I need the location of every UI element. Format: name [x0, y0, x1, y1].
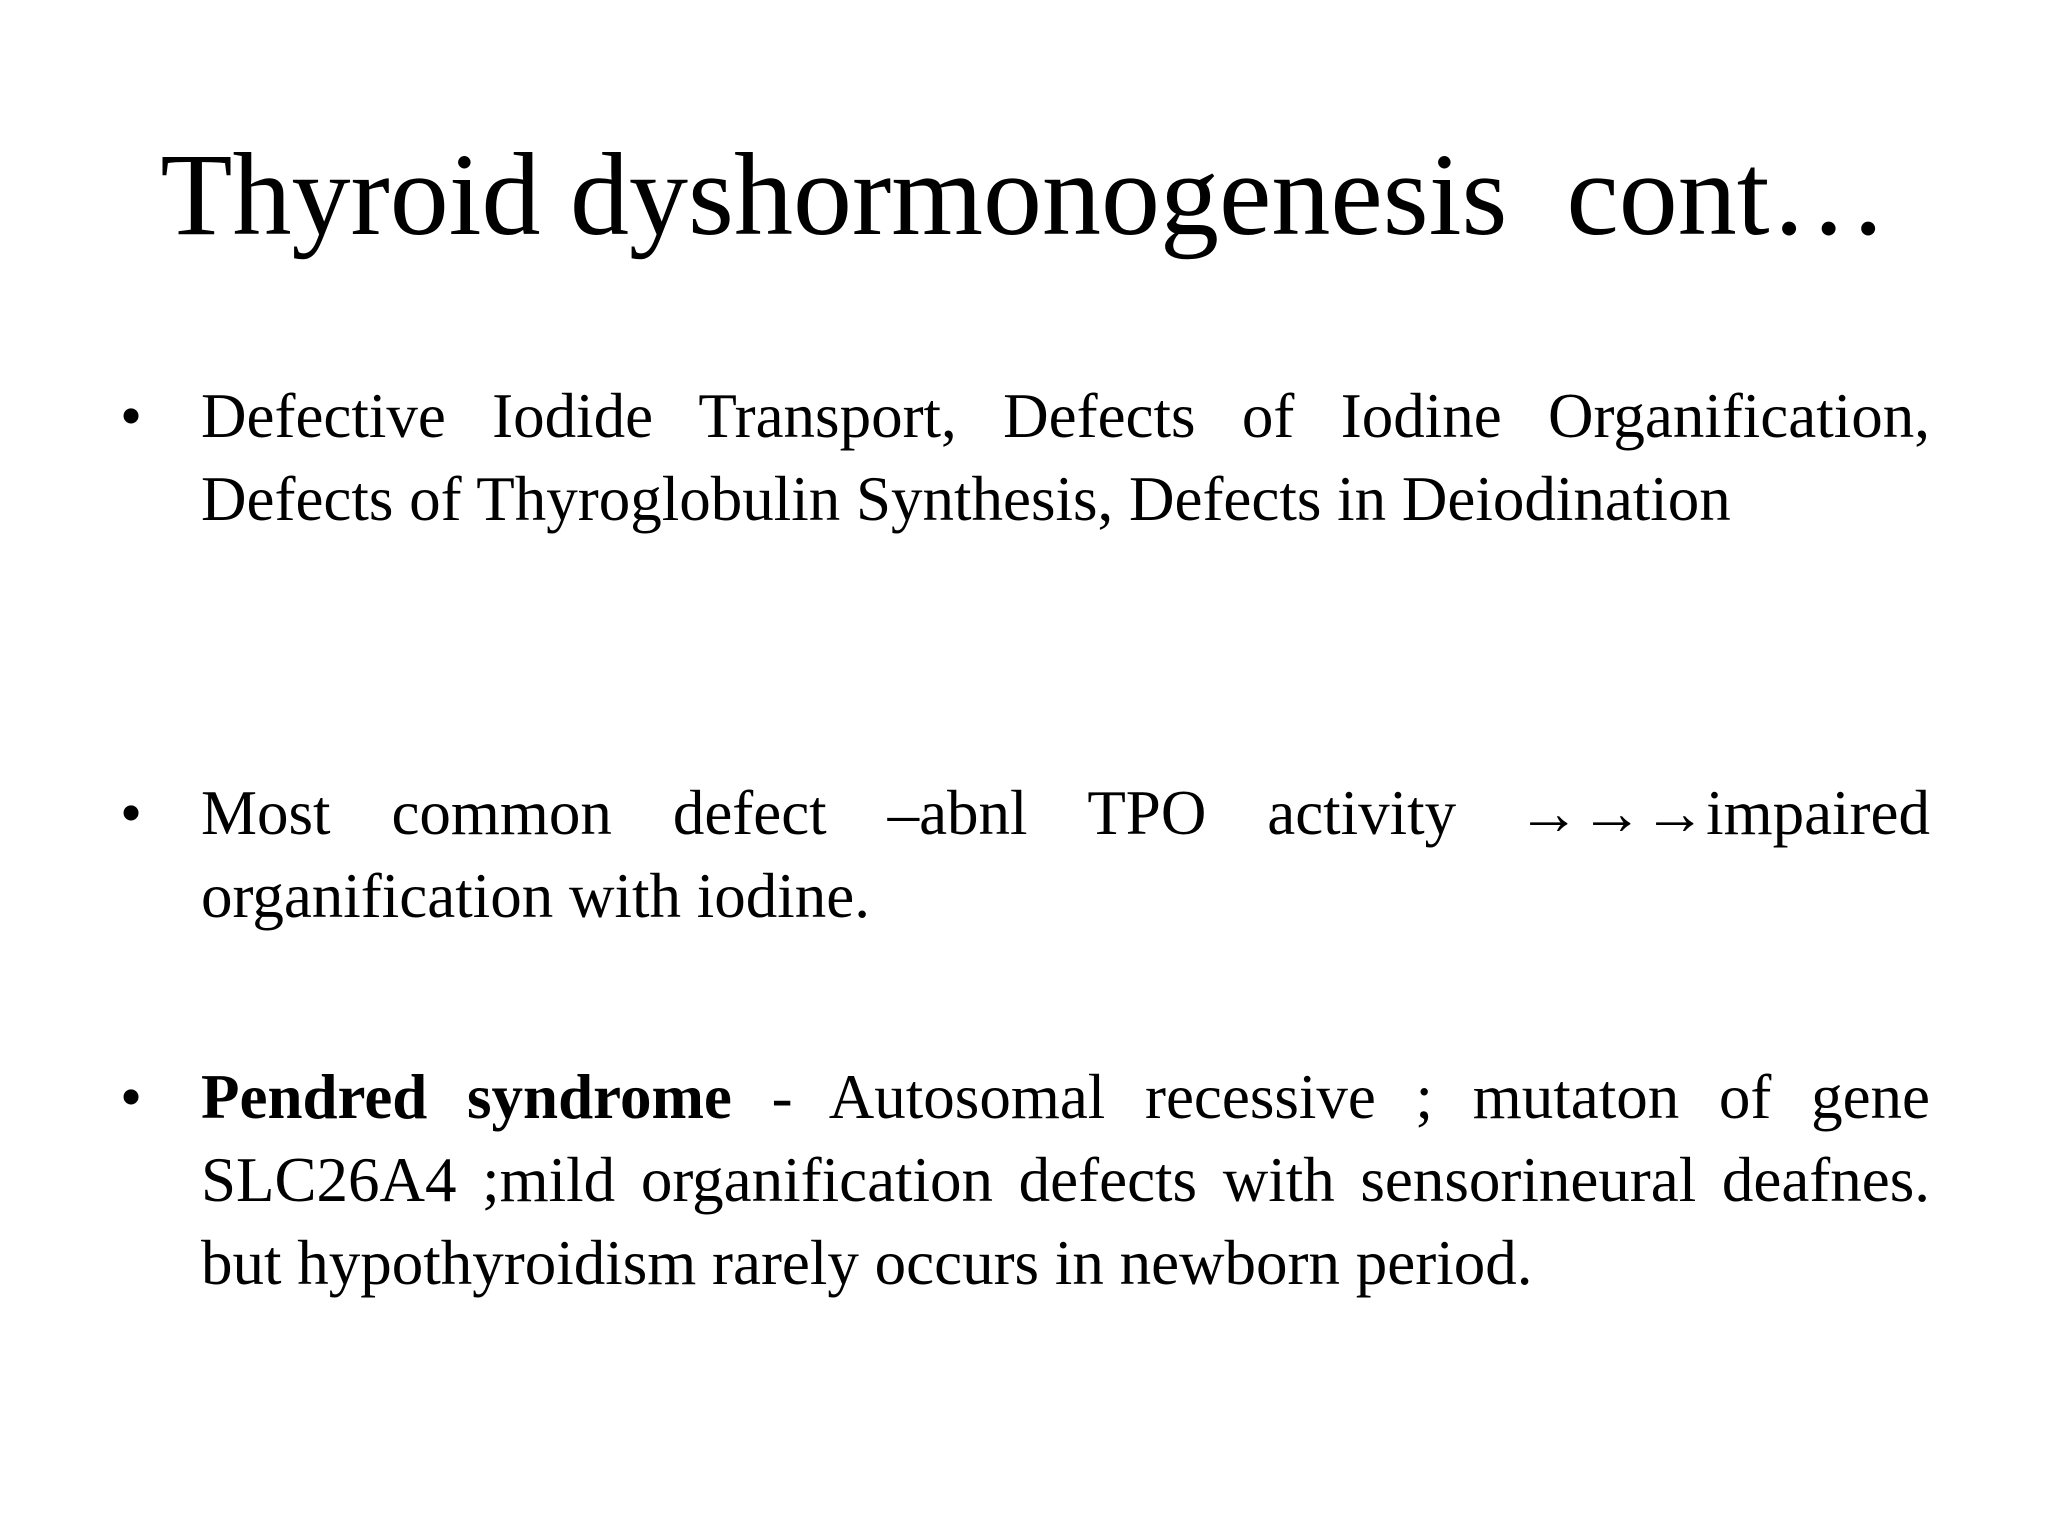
bullet-item — [120, 1056, 1930, 1305]
bullet-marker: • — [120, 1062, 143, 1132]
slide-title: Thyroid dyshormonogenesis cont… — [160, 129, 1888, 260]
bullet-text-container — [201, 1056, 1930, 1305]
bullet-item — [120, 772, 1930, 938]
bullet-text: - Autosomal recessive ; mutaton of gene SLC26A4 ;mild organification defects with sensorineural deafnes. but hypothyroidism rarely occurs in newborn period. — [201, 1062, 1930, 1298]
bullet-text: Most common defect –abnl TPO activity →→→impaired organification with iodine. — [201, 778, 1930, 931]
bullet-marker: • — [120, 381, 143, 451]
bullet-text: Defective Iodide Transport, Defects of Iodine Organification, Defects of Thyroglobulin Synthesis, Defects in Deiodination — [201, 381, 1930, 534]
pendred-syndrome-term: Pendred syndrome — [201, 1062, 732, 1132]
bullet-item — [120, 375, 1930, 541]
bullet-marker: • — [120, 778, 143, 848]
